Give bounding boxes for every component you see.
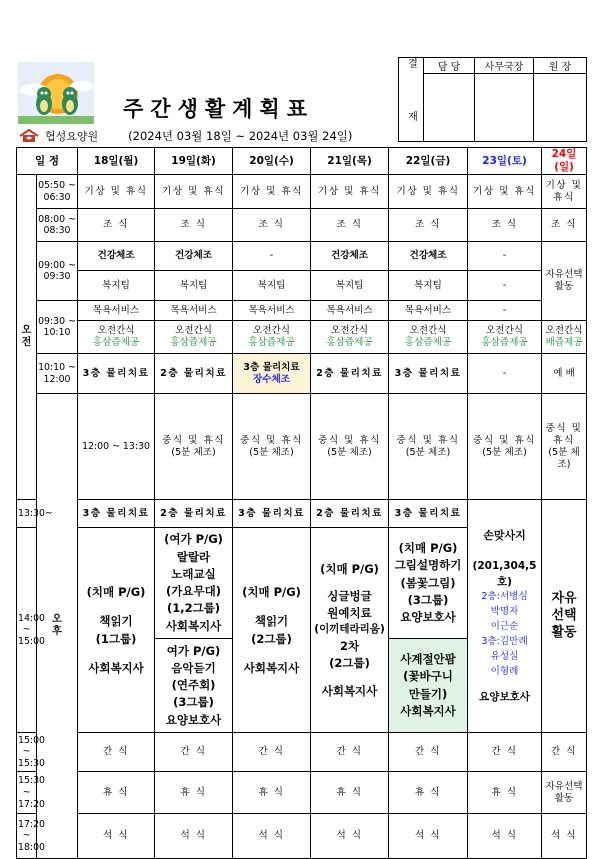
time-cell: 05:50 ~ 06:30 [37, 175, 78, 209]
floor3-name-2: 유성실 [490, 650, 519, 662]
time-cell: 10:10 ~ 12:00 [37, 354, 78, 394]
cell-sat-bath: - [468, 301, 542, 321]
program-type: 여가 P/G) [166, 643, 221, 658]
cell-mon-bath: 목욕서비스 [78, 301, 155, 321]
cell-tue-welfare: 복지팀 [155, 271, 233, 301]
logo [18, 62, 94, 124]
cell-fri-pm-physio: 3층 물리치료 [389, 500, 468, 528]
fri-program-top [389, 528, 467, 638]
row-health [17, 242, 587, 271]
program-subtitle: (꽃바구니 [403, 669, 453, 684]
cell-thu-wake: 기상 및 휴식 [311, 175, 389, 209]
program-type: (여가 P/G) [164, 532, 223, 547]
program-staff: 요양보호사 [400, 610, 456, 625]
floor2-name-1: 2층:서병심 [481, 591, 528, 603]
page-title: 주간생활계획표 [123, 97, 315, 121]
cell-fri-breakfast: 조 식 [389, 209, 468, 242]
cell-fri-am-snack [389, 321, 468, 354]
tue-program-bottom [155, 639, 232, 732]
section-pm-label: 오 후 [52, 613, 62, 638]
house-icon [19, 129, 39, 143]
cell-wed-health: - [233, 242, 311, 271]
cell-sat-breakfast: 조 식 [468, 209, 542, 242]
time-cell: 17:20 ~ 18:00 [17, 814, 37, 859]
day-wed: 20일(수) [233, 148, 311, 175]
lunch-label: 중식 및 휴식 [240, 434, 303, 446]
cell-mon-rest: 휴 식 [78, 772, 155, 814]
program-subtitle: 원예치료 [327, 606, 372, 621]
cell-sun-am-snack [542, 321, 587, 354]
snack-source: 홍삼즙제공 [170, 337, 217, 349]
program-name: 싱글벙글 [327, 588, 372, 603]
approval-col-staff: 담 당 [424, 58, 475, 74]
floor3-name-3: 이형례 [490, 665, 519, 677]
program-name: 랄랄라 [176, 549, 211, 564]
time-cell: 09:00 ~ 09:30 [37, 242, 78, 301]
section-am [17, 175, 37, 500]
day-header-row [17, 148, 587, 175]
row-rest [17, 772, 587, 814]
cell-tue-pm-physio: 2층 물리치료 [155, 500, 233, 528]
floor3-name-1: 3층:김만례 [481, 635, 528, 647]
org-name: 협성요양원 [45, 130, 99, 143]
program-staff: 사회복지사 [321, 683, 378, 698]
cell-tue-am-snack [155, 321, 233, 354]
period: (2024년 03월 18일 ~ 2024년 03월 24일) [128, 129, 353, 143]
snack-label: 오전간식 [485, 325, 524, 337]
cell-thu-pm-snack: 간 식 [311, 733, 389, 772]
cell-wed-rest: 휴 식 [233, 772, 311, 814]
time-cell: 09:30 ~ 10:10 [37, 301, 78, 354]
row-pm-physio [17, 500, 587, 528]
cell-thu-program [311, 528, 389, 733]
cell-mon-program [78, 528, 155, 733]
lunch-exercise: (5분 체조) [327, 446, 372, 458]
program-staff: 요양보호사 [165, 712, 222, 727]
program-theme: (가요무대) [166, 584, 221, 599]
program-type: (치매 P/G) [242, 585, 301, 600]
cell-tue-health: 건강체조 [155, 242, 233, 271]
program-name: 책읽기 [254, 613, 289, 628]
cell-wed-program [233, 528, 311, 733]
lunch-label: 중식 및 휴식 [545, 422, 583, 446]
cell-thu-health: 건강체조 [311, 242, 389, 271]
program-type: (치매 P/G) [86, 585, 146, 600]
cell-sun-breakfast: 조 식 [542, 209, 587, 242]
cell-fri-dinner: 석 식 [389, 814, 468, 859]
row-welfare [17, 271, 587, 301]
snack-source: 홍삼즙제공 [326, 337, 373, 349]
snack-source: 홍삼즙제공 [92, 337, 140, 349]
lunch-exercise: (5분 체조) [171, 446, 216, 458]
approval-sign-staff[interactable] [424, 74, 475, 142]
cell-sat-health: - [468, 242, 542, 271]
cell-mon-am-snack [78, 321, 155, 354]
program-name: 사계절안팜 [400, 652, 456, 667]
cell-mon-health: 건강체조 [78, 242, 155, 271]
cell-wed-dinner: 석 식 [233, 814, 311, 859]
row-wake [17, 175, 587, 209]
cell-fri-bath: 목욕서비스 [389, 301, 468, 321]
cell-thu-rest: 휴 식 [311, 772, 389, 814]
lunch-label: 중식 및 휴식 [396, 434, 460, 446]
fri-program-bottom [389, 638, 467, 732]
program-group: (2그룹) [329, 656, 370, 671]
cell-fri-program [389, 528, 468, 733]
cell-wed-physio [233, 354, 311, 394]
time-cell: 12:00 ~ 13:30 [78, 394, 155, 500]
logo-illustration [18, 62, 94, 124]
program-staff: 사회복지사 [400, 703, 456, 718]
cell-sat-wake: 기상 및 휴식 [468, 175, 542, 209]
approval-label: 결 재 [399, 58, 424, 142]
lunch-label: 중식 및 휴식 [318, 434, 381, 446]
program-group: (1,2그룹) [166, 601, 221, 616]
time-cell: 14:00 ~ 15:00 [17, 528, 37, 733]
row-pm-snack [17, 733, 587, 772]
cell-sun-free-am: 자유선택 활동 [542, 242, 587, 321]
hand-massage-title: 손맞사지 [483, 528, 526, 542]
lunch-exercise: (5분 체조) [405, 446, 451, 458]
cell-mon-dinner: 석 식 [78, 814, 155, 859]
program-name: 책읽기 [99, 613, 133, 628]
program-theme: (이끼테라리움) [314, 623, 385, 636]
cell-sun-pm-snack: 간 식 [542, 733, 587, 772]
cell-tue-lunch [233, 394, 311, 500]
cell-sat-lunch [542, 394, 587, 500]
program-type: (치매 P/G) [320, 561, 379, 576]
cell-sat-dinner: 석 식 [468, 814, 542, 859]
cell-tue-bath: 목욕서비스 [155, 301, 233, 321]
row-bath [17, 301, 587, 321]
cell-fri-rest: 휴 식 [389, 772, 468, 814]
cell-tue-physio: 2층 물리치료 [155, 354, 233, 394]
program-subtitle: (연주회) [171, 678, 216, 693]
cell-sun-dinner: 석 식 [542, 814, 587, 859]
cell-mon-physio: 3층 물리치료 [78, 354, 155, 394]
section-pm [37, 394, 78, 859]
cell-fri-physio: 3층 물리치료 [389, 354, 468, 394]
program-staff: 사회복지사 [88, 660, 144, 675]
snack-label: 오전간식 [174, 325, 213, 337]
cell-wed-lunch [311, 394, 389, 500]
snack-source: 배즙제공 [545, 337, 583, 349]
cell-wed-pm-physio: 3층 물리치료 [233, 500, 311, 528]
time-cell: 08:00 ~ 08:30 [37, 209, 78, 242]
snack-source: 홍삼즙제공 [248, 337, 295, 349]
program-name: 그림설명하기 [394, 558, 462, 573]
cell-wed-am-snack [233, 321, 311, 354]
snack-label: 오전간식 [330, 325, 369, 337]
cell-mon-breakfast: 조 식 [78, 209, 155, 242]
day-sun: 24일(일) [542, 148, 587, 175]
lunch-label: 중식 및 휴식 [473, 434, 536, 446]
cell-tue-breakfast: 조 식 [155, 209, 233, 242]
row-physio [17, 354, 587, 394]
cell-fri-health: 건강체조 [389, 242, 468, 271]
lunch-exercise: (5분 체조) [249, 446, 294, 458]
cell-sat-physio: - [468, 354, 542, 394]
cell-fri-lunch [468, 394, 542, 500]
cell-tue-rest: 휴 식 [155, 772, 233, 814]
cell-sat-am-snack [468, 321, 542, 354]
cell-sat-pm-program [468, 500, 542, 733]
cell-thu-lunch [389, 394, 468, 500]
day-sat: 23일(토) [468, 148, 542, 175]
approval-col-director: 사무국장 [475, 58, 534, 74]
cell-fri-welfare: 복지팀 [389, 271, 468, 301]
cell-thu-pm-physio: 2층 물리치료 [311, 500, 389, 528]
snack-label: 오전간식 [252, 325, 291, 337]
free-activity-label: 자유 선택 활동 [551, 590, 577, 640]
tue-program-top [155, 528, 232, 639]
cell-mon-pm-physio: 3층 물리치료 [78, 500, 155, 528]
cell-wed-pm-snack: 간 식 [233, 733, 311, 772]
hand-massage-staff: 요양보호사 [479, 691, 530, 704]
row-dinner [17, 814, 587, 859]
snack-label: 오전간식 [97, 325, 135, 337]
floor2-name-2: 박명자 [490, 606, 519, 618]
lunch-exercise: (5분 체조) [482, 446, 527, 458]
cell-sat-welfare: - [468, 271, 542, 301]
program-staff: 사회복지사 [165, 618, 222, 633]
schedule-header-label: 일 정 [17, 148, 78, 175]
approval-sign-director[interactable] [475, 74, 534, 142]
cell-mon-welfare: 복지팀 [78, 271, 155, 301]
program-subtitle: (봄꽃그림) [400, 575, 456, 590]
cell-thu-dinner: 석 식 [311, 814, 389, 859]
physio-label: 3층 물리치료 [243, 361, 300, 373]
header-subrow [19, 128, 352, 144]
row-lunch [17, 394, 587, 500]
cell-mon-lunch [155, 394, 233, 500]
program-group: (2그룹) [251, 632, 292, 647]
lunch-label: 중식 및 휴식 [162, 434, 225, 446]
program-subtitle: 노래교실 [171, 566, 216, 581]
program-name: 음악듣기 [171, 660, 216, 675]
program-type: (치매 P/G) [398, 541, 458, 556]
day-mon: 18일(월) [78, 148, 155, 175]
cell-thu-breakfast: 조 식 [311, 209, 389, 242]
approval-box [398, 57, 587, 142]
cell-sat-rest: 휴 식 [468, 772, 542, 814]
cell-sun-pm-free [542, 500, 587, 733]
program-group: (3그룹) [173, 695, 214, 710]
cell-tue-wake: 기상 및 휴식 [155, 175, 233, 209]
day-tue: 19일(화) [155, 148, 233, 175]
cell-thu-physio: 2층 물리치료 [311, 354, 389, 394]
longevity-exercise: 장수체조 [252, 373, 291, 385]
program-staff: 사회복지사 [243, 660, 300, 675]
cell-fri-pm-snack: 간 식 [389, 733, 468, 772]
lunch-exercise: (5분 체조) [548, 446, 580, 470]
cell-thu-am-snack [311, 321, 389, 354]
cell-mon-wake: 기상 및 휴식 [78, 175, 155, 209]
schedule-table [16, 147, 587, 859]
program-group: (1그룹) [95, 632, 137, 647]
hand-massage-rooms: (201,304,5 호) [472, 559, 537, 588]
cell-tue-pm-snack: 간 식 [155, 733, 233, 772]
floor2-name-3: 이근순 [490, 620, 519, 632]
cell-thu-bath: 목욕서비스 [311, 301, 389, 321]
snack-label: 오전간식 [545, 325, 583, 337]
cell-wed-wake: 기상 및 휴식 [233, 175, 311, 209]
program-group: (3그룹) [407, 592, 449, 607]
time-cell: 13:30~ [17, 500, 37, 528]
cell-sun-wake: 기상 및 휴식 [542, 175, 587, 209]
time-cell: 15:30 ~ 17:20 [17, 772, 37, 814]
section-am-label: 오 전 [21, 324, 32, 349]
cell-sun-worship: 예 배 [542, 354, 587, 394]
program-round: 2차 [339, 639, 360, 654]
cell-fri-wake: 기상 및 휴식 [389, 175, 468, 209]
time-cell: 15:00 ~ 15:30 [17, 733, 37, 772]
cell-wed-breakfast: 조 식 [233, 209, 311, 242]
row-am-snack [17, 321, 587, 354]
cell-mon-pm-snack: 간 식 [78, 733, 155, 772]
cell-tue-dinner: 석 식 [155, 814, 233, 859]
cell-tue-program [155, 528, 233, 733]
cell-thu-welfare: 복지팀 [311, 271, 389, 301]
cell-sat-pm-snack: 간 식 [468, 733, 542, 772]
snack-source: 홍삼즙제공 [481, 337, 528, 349]
snack-label: 오전간식 [409, 325, 447, 337]
row-breakfast [17, 209, 587, 242]
cell-sun-pm-free-2: 자유선택 활동 [542, 772, 587, 814]
day-fri: 22일(금) [389, 148, 468, 175]
approval-sign-head[interactable] [534, 74, 587, 142]
cell-wed-bath: 목욕서비스 [233, 301, 311, 321]
approval-col-head: 원 장 [534, 58, 587, 74]
day-thu: 21일(목) [311, 148, 389, 175]
snack-source: 홍삼즙제공 [404, 337, 452, 349]
program-subtitle-2: 만들기) [408, 686, 448, 701]
cell-wed-welfare: 복지팀 [233, 271, 311, 301]
